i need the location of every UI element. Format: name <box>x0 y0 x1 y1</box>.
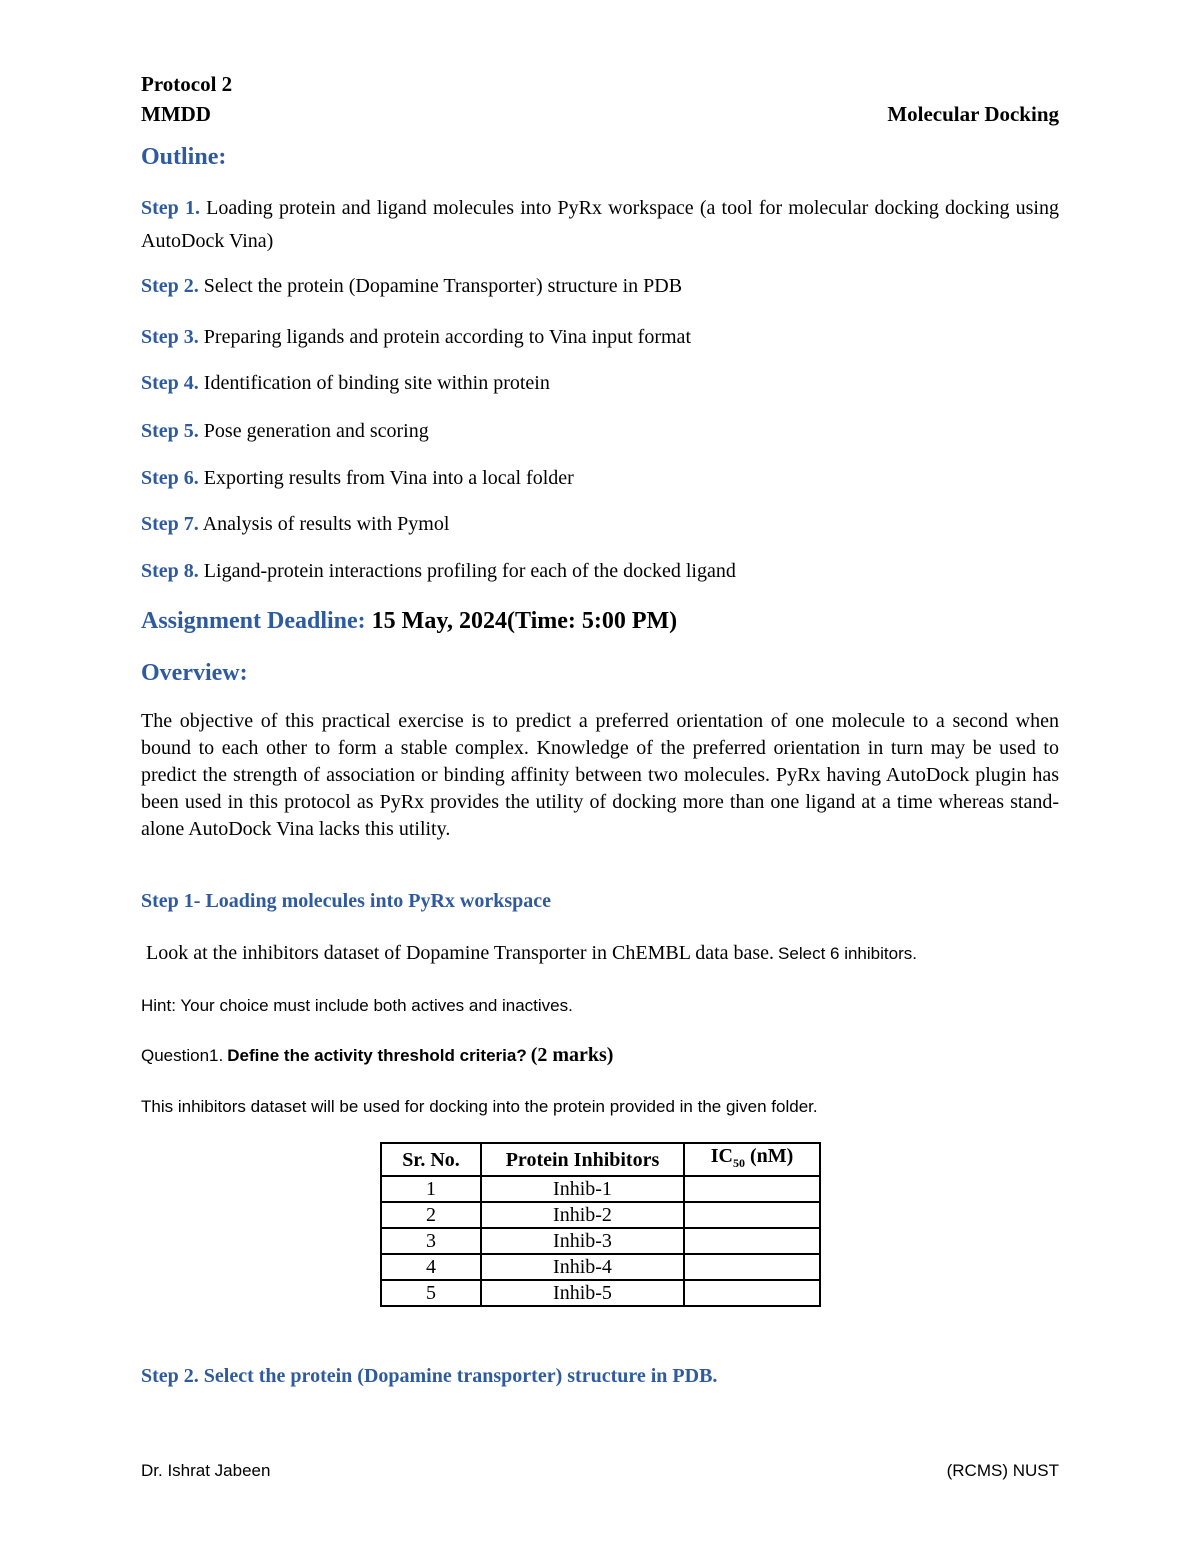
deadline-label: Assignment Deadline: <box>141 608 366 634</box>
cell-ic50[interactable] <box>684 1280 820 1306</box>
question-prefix: Question1. <box>141 1046 224 1065</box>
table-row <box>381 1228 820 1254</box>
ic-subscript: 50 <box>732 1156 745 1170</box>
step-label: Step 1. <box>141 197 200 219</box>
header-protein-inhibitors: Protein Inhibitors <box>481 1143 684 1176</box>
step-text: Loading protein and ligand molecules into PyRx workspace (a tool for molecular docking docking using AutoDock Vina) <box>141 197 1059 252</box>
cell-inhibitor: Inhib-4 <box>481 1254 684 1280</box>
course-label: MMDD <box>141 102 211 126</box>
cell-inhibitor: Inhib-1 <box>481 1176 684 1202</box>
step2-text: Select the protein (Dopamine transporter) structure in PDB. <box>203 1365 718 1387</box>
cell-ic50[interactable] <box>684 1254 820 1280</box>
cell-inhibitor: Inhib-5 <box>481 1280 684 1306</box>
footer-institution: (RCMS) NUST <box>946 1461 1059 1480</box>
outline-step-3 <box>141 326 691 349</box>
outline-step-7 <box>141 513 449 536</box>
step-label: Step 3. <box>141 326 199 348</box>
step-text: Identification of binding site within protein <box>203 372 550 394</box>
table-row <box>381 1176 820 1202</box>
instruction-text: Look at the inhibitors dataset of Dopamine Transporter in ChEMBL data base. <box>146 942 775 964</box>
cell-sr-no: 5 <box>381 1280 481 1306</box>
outline-step-5 <box>141 420 429 443</box>
step1-instruction <box>146 942 917 965</box>
deadline-value: 15 May, 2024(Time: 5:00 PM) <box>371 608 678 634</box>
step-text: Analysis of results with Pymol <box>202 513 450 535</box>
step-text: Preparing ligands and protein according to Vina input format <box>203 326 691 348</box>
dataset-note: This inhibitors dataset will be used for docking into the protein provided in the given folder. <box>141 1097 818 1116</box>
assignment-deadline <box>141 608 677 635</box>
cell-inhibitor: Inhib-3 <box>481 1228 684 1254</box>
step-label: Step 6. <box>141 467 199 489</box>
cell-sr-no: 2 <box>381 1202 481 1228</box>
table-header-row <box>381 1143 820 1176</box>
step-text: Ligand-protein interactions profiling for each of the docked ligand <box>203 560 736 582</box>
footer-author: Dr. Ishrat Jabeen <box>141 1461 271 1480</box>
cell-sr-no: 3 <box>381 1228 481 1254</box>
table-row <box>381 1202 820 1228</box>
cell-ic50[interactable] <box>684 1202 820 1228</box>
question-marks: (2 marks) <box>530 1044 614 1066</box>
outline-step-6 <box>141 467 574 490</box>
question-1 <box>141 1044 613 1067</box>
question-text: Define the activity threshold criteria? <box>227 1046 527 1065</box>
cell-ic50[interactable] <box>684 1176 820 1202</box>
instruction-extra: Select 6 inhibitors. <box>778 944 917 963</box>
table-row <box>381 1254 820 1280</box>
cell-inhibitor: Inhib-2 <box>481 1202 684 1228</box>
ic-text: IC <box>710 1145 733 1167</box>
step2-label: Step 2. <box>141 1365 199 1387</box>
step-text: Pose generation and scoring <box>203 420 429 442</box>
step-label: Step 7. <box>141 513 199 535</box>
overview-heading: Overview: <box>141 660 248 686</box>
cell-ic50[interactable] <box>684 1228 820 1254</box>
step2-heading <box>141 1365 717 1388</box>
table-row <box>381 1280 820 1306</box>
header-sr-no: Sr. No. <box>381 1143 481 1176</box>
step-label: Step 8. <box>141 560 199 582</box>
outline-step-4 <box>141 372 550 395</box>
step-label: Step 4. <box>141 372 199 394</box>
step-label: Step 2. <box>141 275 199 297</box>
step-text: Select the protein (Dopamine Transporter) structure in PDB <box>203 275 683 297</box>
outline-step-1 <box>141 192 1059 258</box>
protocol-label: Protocol 2 <box>141 72 233 96</box>
step-label: Step 5. <box>141 420 199 442</box>
outline-heading: Outline: <box>141 144 227 170</box>
outline-step-8 <box>141 560 736 583</box>
header-ic50 <box>684 1143 820 1176</box>
step1-heading: Step 1- Loading molecules into PyRx workspace <box>141 890 551 912</box>
topic-label: Molecular Docking <box>887 102 1059 126</box>
step-text: Exporting results from Vina into a local folder <box>203 467 574 489</box>
overview-paragraph: The objective of this practical exercise is to predict a preferred orientation of one molecule to a second when bound to each other to form a stable complex. Knowledge of the preferred orientation in turn may be used to predict the strength of association or binding affinity between two molecules. PyRx having AutoDock plugin has been used in this protocol as PyRx provides the utility of docking more than one ligand at a time whereas stand-alone AutoDock Vina lacks this utility. <box>141 710 1059 840</box>
hint-text: Hint: Your choice must include both actives and inactives. <box>141 996 573 1015</box>
inhibitors-table <box>380 1142 821 1307</box>
cell-sr-no: 1 <box>381 1176 481 1202</box>
ic-unit: (nM) <box>744 1145 794 1167</box>
outline-step-2 <box>141 275 682 298</box>
cell-sr-no: 4 <box>381 1254 481 1280</box>
